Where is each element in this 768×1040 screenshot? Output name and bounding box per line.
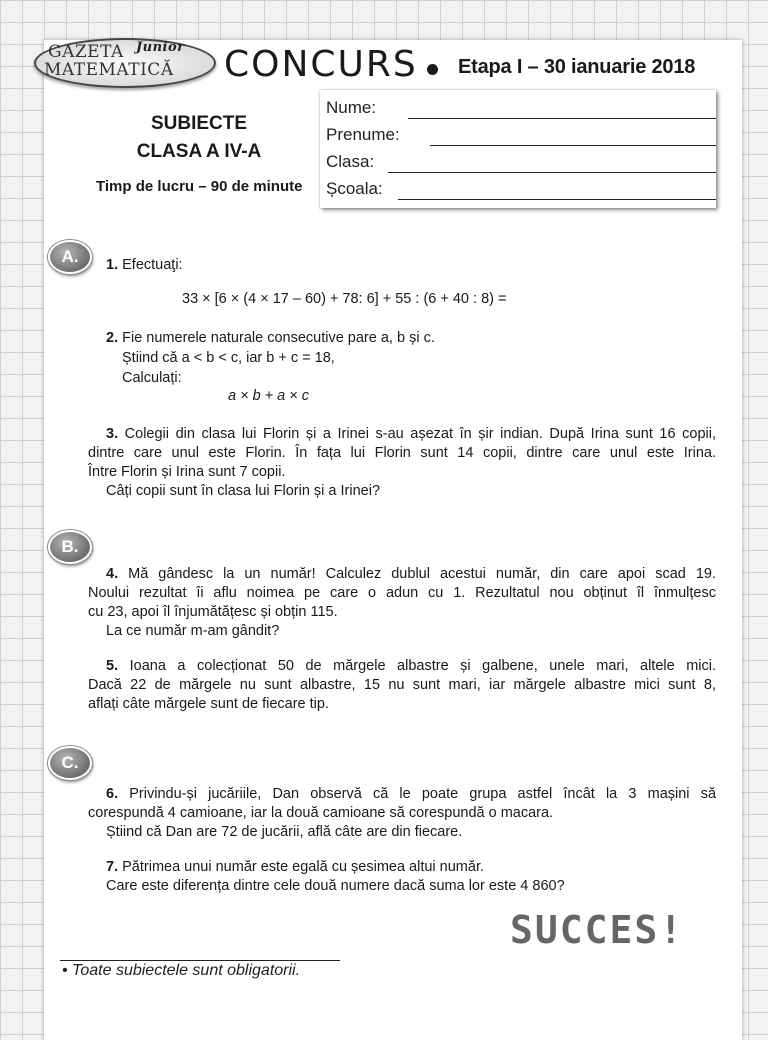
scoala-field[interactable]: [398, 199, 716, 200]
problem-6-line-3: Știind că Dan are 72 de jucării, află câte are din fiecare.: [106, 824, 463, 840]
succes-banner: SUCCES!: [510, 908, 685, 952]
problem-5-line-1: [88, 657, 716, 676]
problem-7-line-2: Care este diferența dintre cele două numere dacă suma lor este 4 860?: [106, 878, 565, 894]
prenume-label: Prenume:: [326, 125, 400, 144]
problem-2-number: 2.: [106, 330, 119, 346]
problem-2-line-1: [106, 329, 435, 348]
scoala-label: Școala:: [326, 179, 383, 198]
problem-5-line-3: aflați câte mărgele sunt de fiecare tip.: [88, 696, 329, 712]
grade-label: CLASA A IV-A: [136, 141, 262, 162]
problem-1-number: 1.: [106, 257, 119, 273]
footnote: • Toate subiectele sunt obligatorii.: [62, 962, 301, 979]
problem-3-number: 3.: [106, 426, 119, 442]
problem-7-number: 7.: [106, 859, 119, 875]
problem-6-text: Privindu-și jucăriile, Dan observă că le poate grupa astfel încât la 3 mașini să: [129, 786, 717, 802]
problem-5-line-2: Dacă 22 de mărgele nu sunt albastre, 15 nu sunt mari, iar mărgele albastre mici sunt 8,: [88, 677, 716, 693]
problem-1-expression: 33 × [6 × (4 × 17 – 60) + 78: 6] + 55 : (6 + 40 : 8) =: [182, 291, 507, 307]
problem-2-line-3: Calculați:: [122, 370, 182, 386]
problem-3-line-1: [88, 425, 716, 444]
problem-3-line-3: Între Florin și Irina sunt 7 copii.: [88, 464, 286, 480]
problem-6-line-2: corespundă 4 camioane, iar la două camioane să corespundă o macara.: [88, 805, 554, 821]
problem-4-text: Mă gândesc la un număr! Calculez dublul acestui număr, din care apoi scad 19.: [128, 566, 717, 582]
clasa-field[interactable]: [388, 172, 716, 173]
section-b-badge: B.: [48, 530, 92, 564]
logo-line-2: MATEMATICĂ: [44, 60, 174, 80]
problem-3-line-4: Câți copii sunt în clasa lui Florin și a Irinei?: [106, 483, 381, 499]
problem-7-text: Pătrimea unui număr este egală cu șesimea altui număr.: [122, 859, 485, 875]
logo-line-1: GAZETA: [48, 42, 124, 62]
problem-3-text: Colegii din clasa lui Florin și a Irinei s-au așezat în șir indian. După Irina sunt 16 copii,: [124, 426, 716, 442]
problem-5-text: Ioana a colecționat 50 de mărgele albastre și galbene, unele mari, altele mici.: [129, 658, 717, 674]
stage-date: Etapa I – 30 ianuarie 2018: [458, 56, 696, 78]
problem-6-line-1: [88, 785, 716, 804]
time-limit: Timp de lucru – 90 de minute: [96, 178, 303, 195]
problem-4-line-3: cu 23, apoi îl înjumătățesc și obțin 115.: [88, 604, 338, 620]
problem-4-line-4: La ce număr m-am gândit?: [106, 623, 280, 639]
prenume-field[interactable]: [430, 145, 716, 146]
student-id-form: [320, 90, 716, 208]
section-c-badge: C.: [48, 746, 92, 780]
section-a-badge: A.: [48, 240, 92, 274]
problem-6-number: 6.: [106, 786, 119, 802]
problem-7-line-1: [106, 858, 484, 877]
nume-field[interactable]: [408, 118, 716, 119]
clasa-label: Clasa:: [326, 152, 375, 171]
problem-4-number: 4.: [106, 566, 119, 582]
subjects-heading: [94, 110, 304, 166]
problem-2-expression: a × b + a × c: [228, 388, 310, 404]
subjects-label: SUBIECTE: [150, 113, 248, 134]
title-bullet: [427, 64, 438, 75]
nume-label: Nume:: [326, 98, 377, 117]
footnote-divider: [60, 960, 340, 961]
problem-2-line-2: Știind că a < b < c, iar b + c = 18,: [122, 350, 335, 366]
problem-1-text: Efectuaţi:: [122, 257, 183, 273]
problem-4-line-2: Noului rezultat îi aflu noimea pe care o adun cu 1. Rezultatul nou obținut îl înmulțesc: [88, 585, 716, 601]
worksheet-page: [44, 40, 742, 1040]
problem-4-line-1: [88, 565, 716, 584]
gazeta-matematica-logo: [34, 38, 216, 88]
logo-junior: Junior: [136, 40, 185, 55]
problem-3-line-2: dintre care unul este Florin. În fața lui Florin sunt 14 copii, dintre care unul este Irina.: [88, 445, 716, 461]
problem-1: [106, 256, 183, 275]
problem-5-number: 5.: [106, 658, 119, 674]
problem-2-text: Fie numerele naturale consecutive pare a, b și c.: [122, 330, 435, 346]
contest-title: CONCURS: [224, 44, 418, 85]
